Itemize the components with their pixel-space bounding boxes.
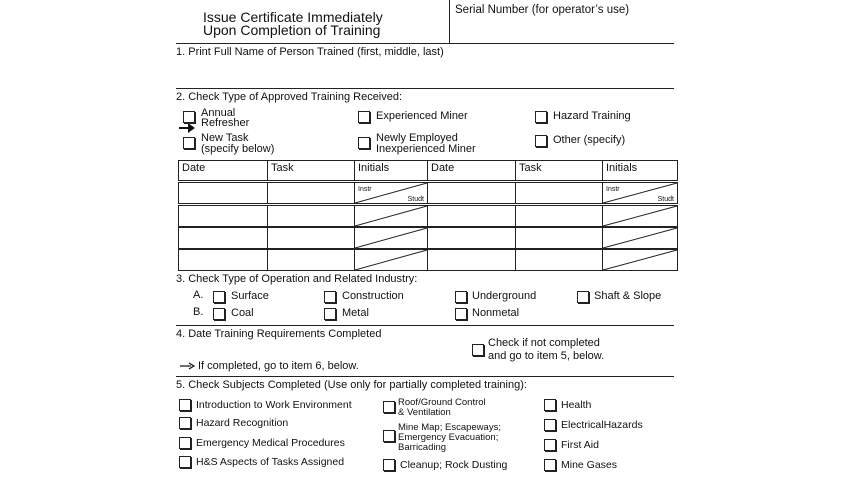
other-specify-label: Other (specify) xyxy=(553,134,626,146)
coal-checkbox[interactable] xyxy=(213,308,225,320)
header-initials-left-text: Initials xyxy=(358,162,390,174)
header-date-right-text: Date xyxy=(431,162,455,174)
item3-label: 3. Check Type of Operation and Related Industry: xyxy=(176,273,418,285)
cleanup-checkbox[interactable] xyxy=(383,459,395,471)
hs-aspects-label: H&S Aspects of Tasks Assigned xyxy=(196,456,345,468)
new-task-label-line1: New Task xyxy=(201,132,249,144)
item2-label: 2. Check Type of Approved Training Received: xyxy=(176,91,403,103)
newly-employed-label-line2: Inexperienced Miner xyxy=(376,143,476,155)
header-task-right-text: Task xyxy=(519,162,542,174)
instr-label: Instr xyxy=(358,186,372,193)
full-name-field[interactable] xyxy=(180,60,670,86)
studt-label: Studt xyxy=(657,196,674,203)
intro-work-env-label: Introduction to Work Environment xyxy=(196,399,352,411)
new-task-label-line2: (specify below) xyxy=(201,143,275,155)
emergency-medical-checkbox[interactable] xyxy=(179,437,191,449)
studt-label: Studt xyxy=(407,196,424,203)
row-b-label: B. xyxy=(193,306,204,318)
electrical-hazards-checkbox[interactable] xyxy=(544,419,556,431)
hazard-recognition-checkbox[interactable] xyxy=(179,417,191,429)
annual-label-line2: Refresher xyxy=(201,117,250,129)
coal-label: Coal xyxy=(231,307,254,319)
not-completed-label-line1: Check if not completed xyxy=(488,337,600,349)
hs-aspects-checkbox[interactable] xyxy=(179,456,191,468)
header-divider xyxy=(449,0,450,43)
experienced-miner-label: Experienced Miner xyxy=(376,110,468,122)
item1-rule xyxy=(176,88,674,89)
item4-label: 4. Date Training Requirements Completed xyxy=(176,328,382,340)
roof-ground-checkbox[interactable] xyxy=(383,401,395,413)
not-completed-checkbox[interactable] xyxy=(472,344,484,356)
first-aid-checkbox[interactable] xyxy=(544,439,556,451)
header-date-left-text: Date xyxy=(182,162,206,174)
newly-employed-label-line1: Newly Employed xyxy=(376,132,458,144)
hazard-recognition-label: Hazard Recognition xyxy=(196,417,289,429)
intro-work-env-checkbox[interactable] xyxy=(179,399,191,411)
not-completed-label-line2: and go to item 5, below. xyxy=(488,350,605,362)
hazard-training-checkbox[interactable] xyxy=(535,111,547,123)
serial-number-label: Serial Number (for operator’s use) xyxy=(455,4,630,16)
completion-date-field[interactable] xyxy=(180,342,460,358)
health-label: Health xyxy=(561,399,592,411)
underground-label: Underground xyxy=(472,290,537,302)
shaft-slope-label: Shaft & Slope xyxy=(594,290,662,302)
other-specify-checkbox[interactable] xyxy=(535,135,547,147)
metal-checkbox[interactable] xyxy=(324,308,336,320)
form-title-line2: Upon Completion of Training xyxy=(203,22,381,38)
mine-map-label-line2: Emergency Evacuation; xyxy=(398,432,499,443)
new-task-checkbox[interactable] xyxy=(183,137,195,149)
mine-gases-checkbox[interactable] xyxy=(544,459,556,471)
serial-number-field[interactable] xyxy=(452,18,672,42)
mine-gases-label: Mine Gases xyxy=(561,459,618,471)
pointer-arrow-icon xyxy=(178,122,198,134)
hazard-training-label: Hazard Training xyxy=(553,110,631,122)
instr-label: Instr xyxy=(606,186,620,193)
header-rule xyxy=(176,43,674,44)
experienced-miner-checkbox[interactable] xyxy=(358,111,370,123)
arrow-right-icon xyxy=(180,362,196,370)
training-table xyxy=(178,160,678,271)
metal-label: Metal xyxy=(342,307,369,319)
first-aid-label: First Aid xyxy=(561,439,599,451)
item1-label: 1. Print Full Name of Person Trained (first, middle, last) xyxy=(176,46,444,58)
item3-rule xyxy=(176,325,674,326)
underground-checkbox[interactable] xyxy=(455,291,467,303)
mine-map-label-line3: Barricading xyxy=(398,442,447,453)
cleanup-label: Cleanup; Rock Dusting xyxy=(400,459,508,471)
shaft-slope-checkbox[interactable] xyxy=(577,291,589,303)
surface-checkbox[interactable] xyxy=(213,291,225,303)
item4-rule xyxy=(176,376,674,377)
if-completed-label: If completed, go to item 6, below. xyxy=(198,360,359,372)
header-initials-right-text: Initials xyxy=(606,162,638,174)
nonmetal-label: Nonmetal xyxy=(472,307,520,319)
annual-label-line1: Annual xyxy=(201,107,236,119)
form-title-line1: Issue Certificate Immediately xyxy=(203,9,383,25)
electrical-hazards-label: ElectricalHazards xyxy=(561,419,643,431)
construction-checkbox[interactable] xyxy=(324,291,336,303)
newly-employed-checkbox[interactable] xyxy=(358,137,370,149)
emergency-medical-label: Emergency Medical Procedures xyxy=(196,437,345,449)
surface-label: Surface xyxy=(231,290,269,302)
health-checkbox[interactable] xyxy=(544,399,556,411)
roof-ground-label-line1: Roof/Ground Control xyxy=(398,397,486,408)
construction-label: Construction xyxy=(342,290,404,302)
header-task-left-text: Task xyxy=(271,162,294,174)
mine-map-checkbox[interactable] xyxy=(383,430,395,442)
roof-ground-label-line2: & Ventilation xyxy=(398,407,451,418)
item5-label: 5. Check Subjects Completed (Use only for partially completed training): xyxy=(176,379,527,391)
mine-map-label-line1: Mine Map; Escapeways; xyxy=(398,422,501,433)
nonmetal-checkbox[interactable] xyxy=(455,308,467,320)
initials-diagonals xyxy=(178,160,678,271)
row-a-label: A. xyxy=(193,289,204,301)
